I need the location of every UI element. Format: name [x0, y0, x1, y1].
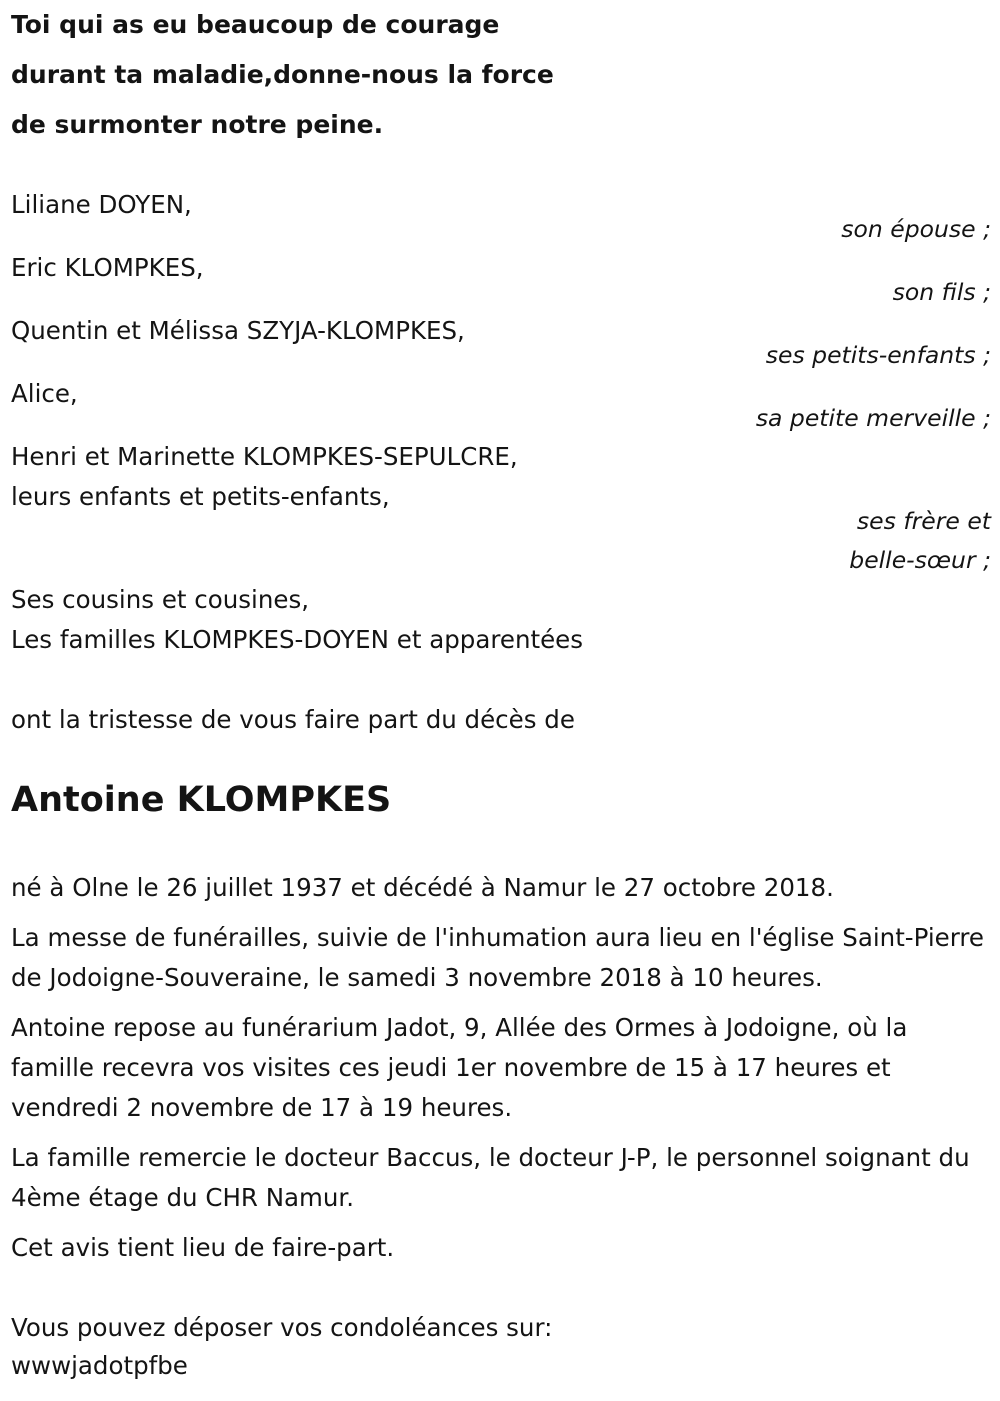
verse-line-1: Toi qui as eu beaucoup de courage	[11, 10, 500, 39]
family-member-henri: Henri et Marinette KLOMPKES-SEPULCRE,	[11, 442, 518, 471]
notice-paragraph: Cet avis tient lieu de faire-part.	[11, 1233, 395, 1262]
obituary-page	[11, 0, 991, 1401]
birth-death-paragraph: né à Olne le 26 juillet 1937 et décédé à Namur le 27 octobre 2018.	[11, 873, 834, 902]
relation-henri-line-1: ses frère et	[856, 507, 991, 535]
family-member-alice: Alice,	[11, 379, 78, 408]
relation-liliane: son épouse ;	[841, 215, 991, 243]
relation-quentin: ses petits-enfants ;	[765, 341, 991, 369]
family-member-henri-descendants: leurs enfants et petits-enfants,	[11, 482, 390, 511]
relation-alice: sa petite merveille ;	[755, 404, 991, 432]
announcement-text: ont la tristesse de vous faire part du décès de	[11, 705, 575, 734]
family-member-eric: Eric KLOMPKES,	[11, 253, 204, 282]
funeral-paragraph: La messe de funérailles, suivie de l'inhumation aura lieu en l'église Saint-Pierre de Jodoigne-Souveraine, le samedi 3 novembre 2018 à 10 heures.	[11, 923, 985, 992]
verse-line-3: de surmonter notre peine.	[11, 110, 384, 139]
deceased-name: Antoine KLOMPKES	[11, 780, 392, 820]
visits-paragraph: Antoine repose au funérarium Jadot, 9, Allée des Ormes à Jodoigne, où la famille recevra vos visites ces jeudi 1er novembre de 15 à 17 heures et vendredi 2 novembre de 17 à 19 heures.	[11, 1013, 908, 1122]
condolences-label: Vous pouvez déposer vos condoléances sur:	[11, 1313, 553, 1342]
condolences-website-link[interactable]: wwwjadotpfbe	[11, 1351, 188, 1380]
verse-line-2: durant ta maladie,donne-nous la force	[11, 60, 554, 89]
relation-eric: son fils ;	[892, 278, 991, 306]
cousins-line: Ses cousins et cousines,	[11, 585, 309, 614]
family-member-quentin: Quentin et Mélissa SZYJA-KLOMPKES,	[11, 316, 465, 345]
family-member-liliane: Liliane DOYEN,	[11, 190, 192, 219]
thanks-paragraph: La famille remercie le docteur Baccus, le docteur J-P, le personnel soignant du 4ème étage du CHR Namur.	[11, 1143, 970, 1212]
relation-henri-line-2: belle-sœur ;	[849, 546, 991, 574]
families-line: Les familles KLOMPKES-DOYEN et apparentées	[11, 625, 583, 654]
